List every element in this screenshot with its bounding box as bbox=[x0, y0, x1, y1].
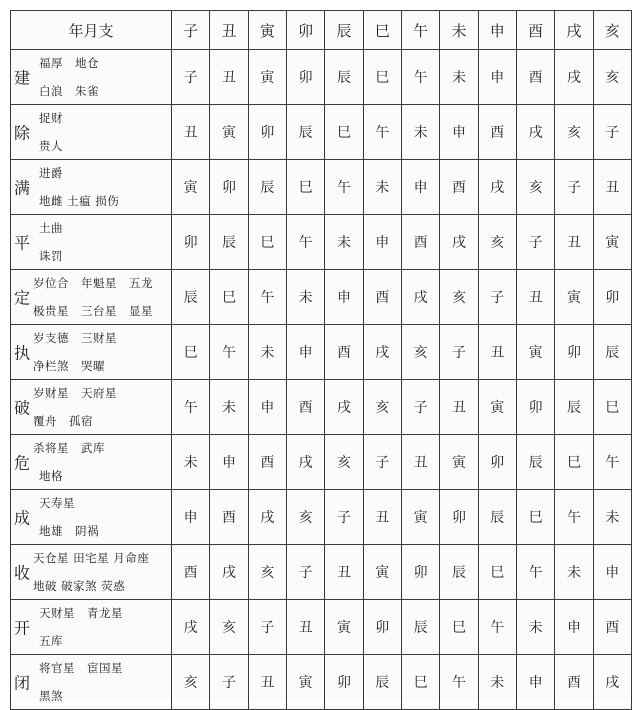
branch-value-cell: 酉 bbox=[210, 490, 248, 545]
officer-label-cell bbox=[11, 545, 172, 600]
header-branch-cell: 午 bbox=[401, 11, 439, 50]
branch-value-cell: 申 bbox=[555, 600, 593, 655]
branch-value-cell: 申 bbox=[478, 50, 516, 105]
inauspicious-stars-line: 地破 破家煞 荧惑 bbox=[33, 579, 126, 593]
branch-value-cell: 戌 bbox=[172, 600, 210, 655]
officer-label-cell bbox=[11, 215, 172, 270]
branch-value-cell: 戌 bbox=[401, 270, 439, 325]
branch-value-cell: 巳 bbox=[440, 600, 478, 655]
branch-value-cell: 午 bbox=[440, 655, 478, 710]
branch-value-cell: 酉 bbox=[248, 435, 286, 490]
officer-name: 平 bbox=[14, 233, 31, 253]
branch-value-cell: 亥 bbox=[363, 380, 401, 435]
officer-label-cell bbox=[11, 105, 172, 160]
branch-value-cell: 酉 bbox=[555, 655, 593, 710]
header-branch-cell: 申 bbox=[478, 11, 516, 50]
branch-value-cell: 寅 bbox=[363, 545, 401, 600]
officer-label-cell bbox=[11, 380, 172, 435]
almanac-table-sheet bbox=[10, 10, 631, 703]
header-branch-cell: 未 bbox=[440, 11, 478, 50]
inauspicious-stars-line: 覆舟 孤宿 bbox=[33, 414, 93, 428]
branch-value-cell: 午 bbox=[401, 50, 439, 105]
branch-value-cell: 子 bbox=[440, 325, 478, 380]
auspicious-stars-line: 福厚 地仓 bbox=[39, 56, 99, 70]
branch-value-cell: 戌 bbox=[286, 435, 324, 490]
header-label-cell: 年月支 bbox=[11, 11, 172, 50]
auspicious-stars-line: 将官星 宦国星 bbox=[39, 661, 123, 675]
officer-label-cell bbox=[11, 435, 172, 490]
officer-name: 收 bbox=[14, 563, 31, 583]
inauspicious-stars-line: 五库 bbox=[39, 634, 63, 648]
branch-value-cell: 亥 bbox=[248, 545, 286, 600]
branch-value-cell: 卯 bbox=[363, 600, 401, 655]
branch-value-cell: 巳 bbox=[363, 50, 401, 105]
table-body bbox=[11, 11, 632, 710]
branch-value-cell: 戌 bbox=[478, 160, 516, 215]
branch-value-cell: 戌 bbox=[363, 325, 401, 380]
officer-row bbox=[11, 270, 632, 325]
branch-value-cell: 辰 bbox=[478, 490, 516, 545]
branch-value-cell: 子 bbox=[363, 435, 401, 490]
auspicious-stars-line: 岁支德 三财星 bbox=[33, 331, 117, 345]
header-branch-cell: 卯 bbox=[286, 11, 324, 50]
branch-value-cell: 巳 bbox=[210, 270, 248, 325]
branch-value-cell: 丑 bbox=[440, 380, 478, 435]
officer-label-cell bbox=[11, 490, 172, 545]
officer-name: 建 bbox=[14, 68, 31, 88]
auspicious-stars-line: 土曲 bbox=[39, 221, 63, 235]
header-branch-cell: 亥 bbox=[593, 11, 631, 50]
branch-value-cell: 未 bbox=[555, 545, 593, 600]
branch-value-cell: 寅 bbox=[210, 105, 248, 160]
branch-value-cell: 子 bbox=[325, 490, 363, 545]
branch-value-cell: 辰 bbox=[440, 545, 478, 600]
branch-value-cell: 丑 bbox=[172, 105, 210, 160]
branch-value-cell: 酉 bbox=[401, 215, 439, 270]
branch-value-cell: 巳 bbox=[286, 160, 324, 215]
branch-value-cell: 巳 bbox=[516, 490, 554, 545]
officer-row bbox=[11, 435, 632, 490]
branch-value-cell: 午 bbox=[516, 545, 554, 600]
officer-label-cell bbox=[11, 50, 172, 105]
branch-value-cell: 子 bbox=[401, 380, 439, 435]
branch-value-cell: 辰 bbox=[401, 600, 439, 655]
branch-value-cell: 寅 bbox=[401, 490, 439, 545]
inauspicious-stars-line: 净栏煞 哭曜 bbox=[33, 359, 105, 373]
inauspicious-stars-line: 地格 bbox=[39, 469, 63, 483]
branch-value-cell: 戌 bbox=[248, 490, 286, 545]
branch-value-cell: 未 bbox=[593, 490, 631, 545]
branch-value-cell: 丑 bbox=[325, 545, 363, 600]
branch-value-cell: 丑 bbox=[516, 270, 554, 325]
branch-value-cell: 卯 bbox=[248, 105, 286, 160]
branch-value-cell: 卯 bbox=[516, 380, 554, 435]
branch-value-cell: 卯 bbox=[440, 490, 478, 545]
officer-name: 成 bbox=[14, 508, 31, 528]
auspicious-stars-line: 捉财 bbox=[39, 111, 63, 125]
auspicious-stars-line: 杀将星 武库 bbox=[33, 441, 105, 455]
officer-row bbox=[11, 105, 632, 160]
header-row bbox=[11, 11, 632, 50]
branch-value-cell: 丑 bbox=[210, 50, 248, 105]
branch-value-cell: 卯 bbox=[286, 50, 324, 105]
branch-value-cell: 午 bbox=[363, 105, 401, 160]
officer-row bbox=[11, 380, 632, 435]
officer-name: 执 bbox=[14, 343, 31, 363]
officer-name: 闭 bbox=[14, 673, 31, 693]
branch-value-cell: 子 bbox=[478, 270, 516, 325]
branch-value-cell: 巳 bbox=[593, 380, 631, 435]
header-branch-cell: 巳 bbox=[363, 11, 401, 50]
branch-value-cell: 未 bbox=[286, 270, 324, 325]
auspicious-stars-line: 岁财星 天府星 bbox=[33, 386, 117, 400]
branch-value-cell: 申 bbox=[363, 215, 401, 270]
branch-value-cell: 戌 bbox=[555, 50, 593, 105]
branch-value-cell: 巳 bbox=[248, 215, 286, 270]
branch-value-cell: 申 bbox=[593, 545, 631, 600]
officer-label-cell bbox=[11, 325, 172, 380]
branch-value-cell: 未 bbox=[248, 325, 286, 380]
branch-value-cell: 寅 bbox=[286, 655, 324, 710]
officer-row bbox=[11, 545, 632, 600]
branch-value-cell: 亥 bbox=[325, 435, 363, 490]
branch-value-cell: 子 bbox=[516, 215, 554, 270]
officer-name: 破 bbox=[14, 398, 31, 418]
branch-value-cell: 巳 bbox=[555, 435, 593, 490]
inauspicious-stars-line: 黑煞 bbox=[39, 689, 63, 703]
branch-value-cell: 戌 bbox=[210, 545, 248, 600]
branch-value-cell: 巳 bbox=[401, 655, 439, 710]
officer-label-cell bbox=[11, 270, 172, 325]
header-branch-cell: 戌 bbox=[555, 11, 593, 50]
branch-value-cell: 酉 bbox=[286, 380, 324, 435]
inauspicious-stars-line: 地雌 土瘟 损伤 bbox=[39, 194, 120, 208]
branch-value-cell: 亥 bbox=[555, 105, 593, 160]
branch-value-cell: 卯 bbox=[401, 545, 439, 600]
branch-value-cell: 酉 bbox=[172, 545, 210, 600]
branch-value-cell: 寅 bbox=[478, 380, 516, 435]
inauspicious-stars-line: 地雄 阴祸 bbox=[39, 524, 99, 538]
branch-value-cell: 戌 bbox=[325, 380, 363, 435]
branch-value-cell: 申 bbox=[401, 160, 439, 215]
branch-value-cell: 寅 bbox=[248, 50, 286, 105]
branch-value-cell: 酉 bbox=[516, 50, 554, 105]
branch-value-cell: 卯 bbox=[210, 160, 248, 215]
branch-value-cell: 子 bbox=[555, 160, 593, 215]
branch-value-cell: 午 bbox=[325, 160, 363, 215]
branch-value-cell: 辰 bbox=[363, 655, 401, 710]
branch-value-cell: 巳 bbox=[325, 105, 363, 160]
branch-value-cell: 丑 bbox=[478, 325, 516, 380]
inauspicious-stars-line: 极贵星 三台星 显星 bbox=[33, 304, 153, 318]
auspicious-stars-line: 天寿星 bbox=[39, 496, 75, 510]
branch-value-cell: 辰 bbox=[325, 50, 363, 105]
branch-value-cell: 酉 bbox=[478, 105, 516, 160]
auspicious-stars-line: 天财星 青龙星 bbox=[39, 606, 123, 620]
branch-value-cell: 丑 bbox=[286, 600, 324, 655]
branch-value-cell: 寅 bbox=[325, 600, 363, 655]
branch-value-cell: 辰 bbox=[248, 160, 286, 215]
branch-value-cell: 戌 bbox=[516, 105, 554, 160]
branch-value-cell: 寅 bbox=[172, 160, 210, 215]
branch-value-cell: 卯 bbox=[555, 325, 593, 380]
branch-value-cell: 未 bbox=[478, 655, 516, 710]
branch-value-cell: 未 bbox=[401, 105, 439, 160]
branch-value-cell: 辰 bbox=[555, 380, 593, 435]
officer-label-cell bbox=[11, 160, 172, 215]
header-branch-cell: 酉 bbox=[516, 11, 554, 50]
branch-value-cell: 申 bbox=[248, 380, 286, 435]
branch-value-cell: 辰 bbox=[286, 105, 324, 160]
officer-row bbox=[11, 50, 632, 105]
branch-value-cell: 未 bbox=[363, 160, 401, 215]
branch-value-cell: 午 bbox=[478, 600, 516, 655]
branch-value-cell: 寅 bbox=[440, 435, 478, 490]
branch-value-cell: 寅 bbox=[593, 215, 631, 270]
branch-value-cell: 丑 bbox=[248, 655, 286, 710]
branch-value-cell: 子 bbox=[248, 600, 286, 655]
branch-value-cell: 戌 bbox=[440, 215, 478, 270]
branch-value-cell: 酉 bbox=[593, 600, 631, 655]
branch-value-cell: 丑 bbox=[363, 490, 401, 545]
branch-value-cell: 辰 bbox=[593, 325, 631, 380]
branch-value-cell: 申 bbox=[172, 490, 210, 545]
officer-label-cell bbox=[11, 655, 172, 710]
branch-value-cell: 午 bbox=[286, 215, 324, 270]
branch-value-cell: 亥 bbox=[286, 490, 324, 545]
branch-value-cell: 辰 bbox=[172, 270, 210, 325]
branch-value-cell: 未 bbox=[172, 435, 210, 490]
branch-value-cell: 卯 bbox=[478, 435, 516, 490]
branch-value-cell: 午 bbox=[248, 270, 286, 325]
officer-row bbox=[11, 490, 632, 545]
officer-row bbox=[11, 160, 632, 215]
branch-value-cell: 午 bbox=[555, 490, 593, 545]
header-branch-cell: 寅 bbox=[248, 11, 286, 50]
officer-name: 定 bbox=[14, 288, 31, 308]
branch-value-cell: 子 bbox=[593, 105, 631, 160]
inauspicious-stars-line: 贵人 bbox=[39, 139, 63, 153]
branch-value-cell: 寅 bbox=[516, 325, 554, 380]
inauspicious-stars-line: 诛罚 bbox=[39, 249, 63, 263]
branch-value-cell: 亥 bbox=[516, 160, 554, 215]
branch-value-cell: 卯 bbox=[325, 655, 363, 710]
branch-value-cell: 午 bbox=[172, 380, 210, 435]
branch-value-cell: 午 bbox=[593, 435, 631, 490]
branch-value-cell: 寅 bbox=[555, 270, 593, 325]
branch-value-cell: 酉 bbox=[325, 325, 363, 380]
branch-value-cell: 亥 bbox=[440, 270, 478, 325]
branch-value-cell: 辰 bbox=[210, 215, 248, 270]
branch-value-cell: 亥 bbox=[172, 655, 210, 710]
branch-value-cell: 戌 bbox=[593, 655, 631, 710]
branch-value-cell: 未 bbox=[325, 215, 363, 270]
officer-label-cell bbox=[11, 600, 172, 655]
branch-value-cell: 午 bbox=[210, 325, 248, 380]
officer-name: 满 bbox=[14, 178, 31, 198]
branch-value-cell: 未 bbox=[516, 600, 554, 655]
branch-value-cell: 巳 bbox=[478, 545, 516, 600]
header-branch-cell: 辰 bbox=[325, 11, 363, 50]
branch-value-cell: 丑 bbox=[401, 435, 439, 490]
branch-value-cell: 子 bbox=[210, 655, 248, 710]
branch-value-cell: 丑 bbox=[555, 215, 593, 270]
officer-row bbox=[11, 655, 632, 710]
header-branch-cell: 子 bbox=[172, 11, 210, 50]
officer-name: 开 bbox=[14, 618, 31, 638]
officer-name: 危 bbox=[14, 453, 31, 473]
branch-value-cell: 申 bbox=[286, 325, 324, 380]
inauspicious-stars-line: 白浪 朱雀 bbox=[39, 84, 99, 98]
branch-value-cell: 辰 bbox=[516, 435, 554, 490]
auspicious-stars-line: 进爵 bbox=[39, 166, 63, 180]
branch-value-cell: 巳 bbox=[172, 325, 210, 380]
branch-value-cell: 申 bbox=[516, 655, 554, 710]
officer-row bbox=[11, 600, 632, 655]
officer-row bbox=[11, 325, 632, 380]
branch-value-cell: 未 bbox=[210, 380, 248, 435]
header-branch-cell: 丑 bbox=[210, 11, 248, 50]
branch-value-cell: 亥 bbox=[210, 600, 248, 655]
almanac-table bbox=[10, 10, 632, 710]
branch-value-cell: 未 bbox=[440, 50, 478, 105]
branch-value-cell: 卯 bbox=[593, 270, 631, 325]
branch-value-cell: 丑 bbox=[593, 160, 631, 215]
officer-row bbox=[11, 215, 632, 270]
branch-value-cell: 子 bbox=[172, 50, 210, 105]
branch-value-cell: 申 bbox=[440, 105, 478, 160]
officer-name: 除 bbox=[14, 123, 31, 143]
branch-value-cell: 申 bbox=[210, 435, 248, 490]
branch-value-cell: 酉 bbox=[440, 160, 478, 215]
branch-value-cell: 亥 bbox=[593, 50, 631, 105]
branch-value-cell: 酉 bbox=[363, 270, 401, 325]
branch-value-cell: 亥 bbox=[401, 325, 439, 380]
branch-value-cell: 子 bbox=[286, 545, 324, 600]
auspicious-stars-line: 天仓星 田宅星 月命座 bbox=[33, 551, 150, 565]
branch-value-cell: 亥 bbox=[478, 215, 516, 270]
branch-value-cell: 卯 bbox=[172, 215, 210, 270]
auspicious-stars-line: 岁位合 年魁星 五龙 bbox=[33, 276, 153, 290]
branch-value-cell: 申 bbox=[325, 270, 363, 325]
